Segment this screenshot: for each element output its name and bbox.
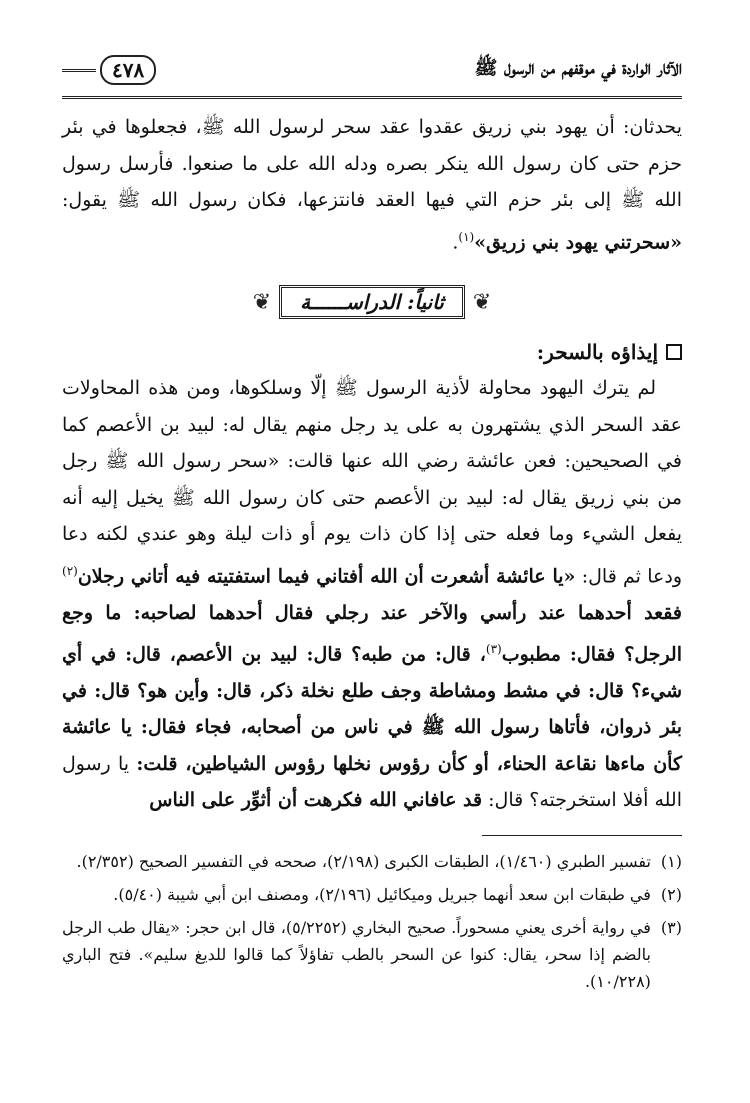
intro-quote: «سحرتني يهود بني زريق» xyxy=(474,230,682,253)
main-text-2: يا رسول الله أفلا استخرجته؟ قال: xyxy=(62,752,682,812)
footnote-separator xyxy=(482,835,682,836)
footnote-number: (٢) xyxy=(660,884,682,904)
subheading-text: إيذاؤه بالسحر: xyxy=(536,340,658,365)
floral-ornament-icon: ❦ xyxy=(472,289,492,315)
intro-paragraph: يحدثان: أن يهود بني زريق عقدوا عقد سحر لرسول الله ﷺ، فجعلوها في بئر حزم حتى كان رسول الله ينكر بصره ودله الله على ما صنعوا. فأرسل رسول الله ﷺ إلى بئر حزم التي فيها العقد فانتزعها، فكان رسول الله ﷺ يقول: «سحرتني يهود بني زريق»$^{(١)}$. xyxy=(62,116,682,253)
footnotes xyxy=(62,848,682,995)
subheading xyxy=(62,340,682,364)
section-title: ثانياً: الدراســــــة xyxy=(279,285,465,319)
footnote-text: تفسير الطبري (١/٤٦٠)، الطبقات الكبرى (٢/١٩٨)، صححه في التفسير الصحيح (٢/٣٥٢). xyxy=(76,851,651,871)
footnote-ref-1: (١) xyxy=(458,229,475,244)
main-paragraph xyxy=(62,370,682,819)
footnote-item xyxy=(62,848,682,875)
main-text-1: لم يترك اليهود محاولة لأذية الرسول ﷺ إلّا وسلكوها، ومن هذه المحاولات عقد السحر الذي يشتهرون به على يد رجل منهم يقال له: لبيد بن الأعصم كما في الصحيحين: فعن عائشة رضي الله عنها قالت: «سحر رسول الله ﷺ رجل من بني زريق يقال له: لبيد بن الأعصم حتى كان رسول الله ﷺ يخيل إليه أنه يفعل الشيء وما فعله حتى إذا كان ذات يوم أو ذات ليلة وهو عندي لكنه دعا ودعا ثم قال: xyxy=(62,377,682,588)
hadith-text-1: «يا عائشة أشعرت أن الله أفتاني فيما استفتيته فيه أتاني رجلان xyxy=(77,565,576,588)
page-number: ٤٧٨ xyxy=(100,55,156,85)
footnote-number: (٣) xyxy=(660,917,682,937)
hadith-text-4: قد عافاني الله فكرهت أن أثوِّر على الناس xyxy=(149,789,483,812)
running-title: الآثار الواردة في موقفهم من الرسول ﷺ xyxy=(474,57,682,79)
intro-text: يحدثان: أن يهود بني زريق عقدوا عقد سحر لرسول الله ﷺ، فجعلوها في بئر حزم حتى كان رسول الله ينكر بصره ودله الله على ما صنعوا. فأرسل رسول الله ﷺ إلى بئر حزم التي فيها العقد فانتزعها، فكان رسول الله ﷺ يقول: xyxy=(62,116,682,211)
footnote-ref-3: (٣) xyxy=(485,642,502,657)
hadith-text-3: ، قال: من طبه؟ قال: لبيد بن الأعصم، قال: في أي شيء؟ قال: في مشط ومشاطة وجف طلع نخلة ذكر، قال: وأين هو؟ قال: في بئر ذروان، فأتاها رسول الله ﷺ في ناس من أصحابه، فجاء فقال: يا عائشة كأن ماءها نقاعة الحناء، أو كأن رؤوس نخلها رؤوس الشياطين، قلت: xyxy=(62,643,682,775)
footnote-item xyxy=(62,914,682,995)
page-number-block xyxy=(62,55,156,85)
square-bullet-icon xyxy=(666,344,682,360)
section-heading xyxy=(247,274,497,330)
page-header xyxy=(62,48,682,99)
footnote-ref-2: (٢) xyxy=(62,563,78,578)
footnote-text: في طبقات ابن سعد أنهما جبريل وميكائيل (٢/١٩٦)، ومصنف ابن أبي شيبة (٥/٤٠). xyxy=(113,884,651,904)
book-page xyxy=(62,48,682,1088)
footnote-item xyxy=(62,881,682,908)
floral-ornament-icon: ❦ xyxy=(252,289,272,315)
footnote-number: (١) xyxy=(660,851,682,871)
header-ornament-rule xyxy=(62,69,96,72)
footnote-text: في رواية أخرى يعني مسحوراً. صحيح البخاري (٥/٢٢٥٢)، قال ابن حجر: «يقال طب الرجل بالضم إذا سحر، يقال: كنوا عن السحر بالطب تفاؤلاً كما قالوا للديغ سليم». فتح الباري (١٠/٢٢٨). xyxy=(62,917,651,991)
hadith-text-2: فقعد أحدهما عند رأسي والآخر عند رجلي فقال أحدهما لصاحبه: ما وجع الرجل؟ فقال: مطبوب xyxy=(62,601,683,666)
